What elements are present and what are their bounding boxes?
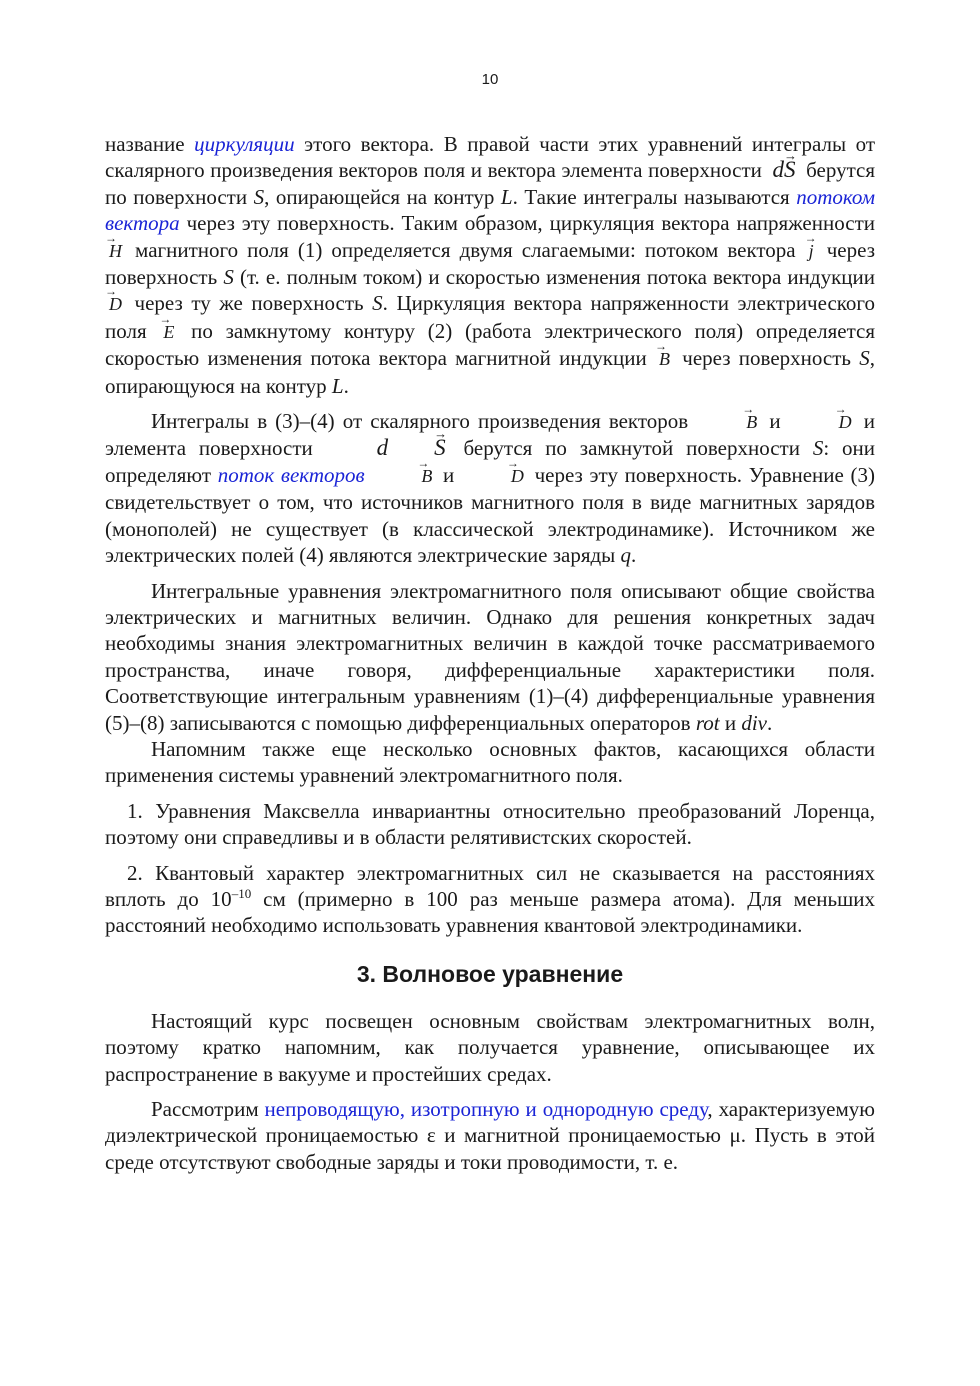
page-number: 10 bbox=[481, 71, 499, 88]
list-item-quantum: 2. Квантовый характер электромагнитных сил не сказывается на расстояниях вплоть до $10^{-10}$ см (примерно в 100 раз меньше размера атома). Для меньших расстояний необходимо использовать уравнения квантовой электродинамики. bbox=[105, 860, 875, 938]
list-item-lorentz: 1. Уравнения Максвелла инвариантны относительно преобразований Лоренца, поэтому они справедливы и в области релятивистских скоростей. bbox=[105, 798, 875, 850]
link-vectors-flux[interactable]: поток векторов bbox=[217, 462, 365, 487]
symbol-mu: μ bbox=[729, 1123, 741, 1148]
vector-dS: d→ S bbox=[326, 435, 451, 461]
section-heading: 3. Волновое уравнение bbox=[356, 960, 624, 987]
link-medium[interactable]: непроводящую, изотропную и однородную среду bbox=[264, 1097, 708, 1121]
vector-dS: d→ S bbox=[768, 157, 801, 183]
vector-D: → D bbox=[789, 409, 856, 435]
symbol-epsilon: ε bbox=[426, 1123, 436, 1148]
vector-B: → B bbox=[655, 346, 674, 372]
paragraph-integrals: Интегралы в (3)–(4) от скалярного произведения векторов → B и → D и элемента поверхности d→ S берутся по замкнутой поверхности S: они определяют поток векторов → B и → D через эту поверхность. Уравнение (3) свидетельствует о том, что источников магнитного поля в виде магнитных зарядов (монополей) не существует (в классической электродинамике). Источником же электрических полей (4) являются электрические заряды q. bbox=[105, 408, 875, 568]
paragraph-facts-intro: Напомним также еще несколько основных фактов, касающихся области применения системы уравнений электромагнитного поля. bbox=[105, 736, 875, 788]
vector-D: → D bbox=[461, 463, 528, 489]
paragraph-differential: Интегральные уравнения электромагнитного поля описывают общие свойства электрических и магнитных величин. Однако для решения конкретных задач необходимы знания электромагнитных величин в каждой точке рассматриваемого пространства, иначе говоря, дифференциальные характеристики поля. Соответствующие интегральным уравнениям (1)–(4) дифференциальные уравнения (5)–(8) записываются с помощью дифференциальных операторов rot и div. bbox=[105, 578, 875, 735]
paragraph-medium: Рассмотрим непроводящую, изотропную и однородную среду, характеризуемую диэлектрической проницаемостью ε и магнитной проницаемостью μ. Пусть в этой среде отсутствуют свободные заряды и токи проводимости, т. е. bbox=[105, 1097, 876, 1174]
vector-B: → B bbox=[371, 463, 436, 489]
vector-H: → H bbox=[105, 238, 126, 264]
exponent: –10 bbox=[231, 885, 252, 901]
link-vector-flux[interactable]: потоком вектора bbox=[105, 184, 875, 236]
vector-D: → D bbox=[105, 291, 126, 317]
vector-B: → B bbox=[696, 409, 761, 435]
paragraph-circulation: название циркуляции этого вектора. В правой части этих уравнений интегралы от скалярного произведения векторов поля и вектора элемента поверхности d→ S берутся по поверхности S, опирающейся на контур L. Такие интегралы называются потоком вектора через эту поверхность. Таким образом, циркуляция вектора напряженности → H магнитного поля (1) определяется двумя слагаемыми: потоком вектора → j через поверхность S (т. е. полным током) и скоростью изменения потока вектора индукции → D через ту же поверхность S. Циркуляция вектора напряженности электрического поля → E по замкнутому контуру (2) (работа электрического поля) определяется скоростью изменения потока вектора магнитной индукции → B через поверхность S, опирающуюся на контур L. bbox=[105, 131, 875, 399]
paragraph-course-intro: Настоящий курс посвещен основным свойствам электромагнитных волн, поэтому кратко напомним, как получается уравнение, описывающее их распространение в вакууме и простейших средах. bbox=[105, 1008, 875, 1086]
page-body bbox=[105, 131, 875, 1175]
vector-E: → E bbox=[159, 319, 178, 345]
link-circulation[interactable]: циркуляции bbox=[194, 132, 295, 156]
vector-j: → j bbox=[805, 238, 818, 264]
